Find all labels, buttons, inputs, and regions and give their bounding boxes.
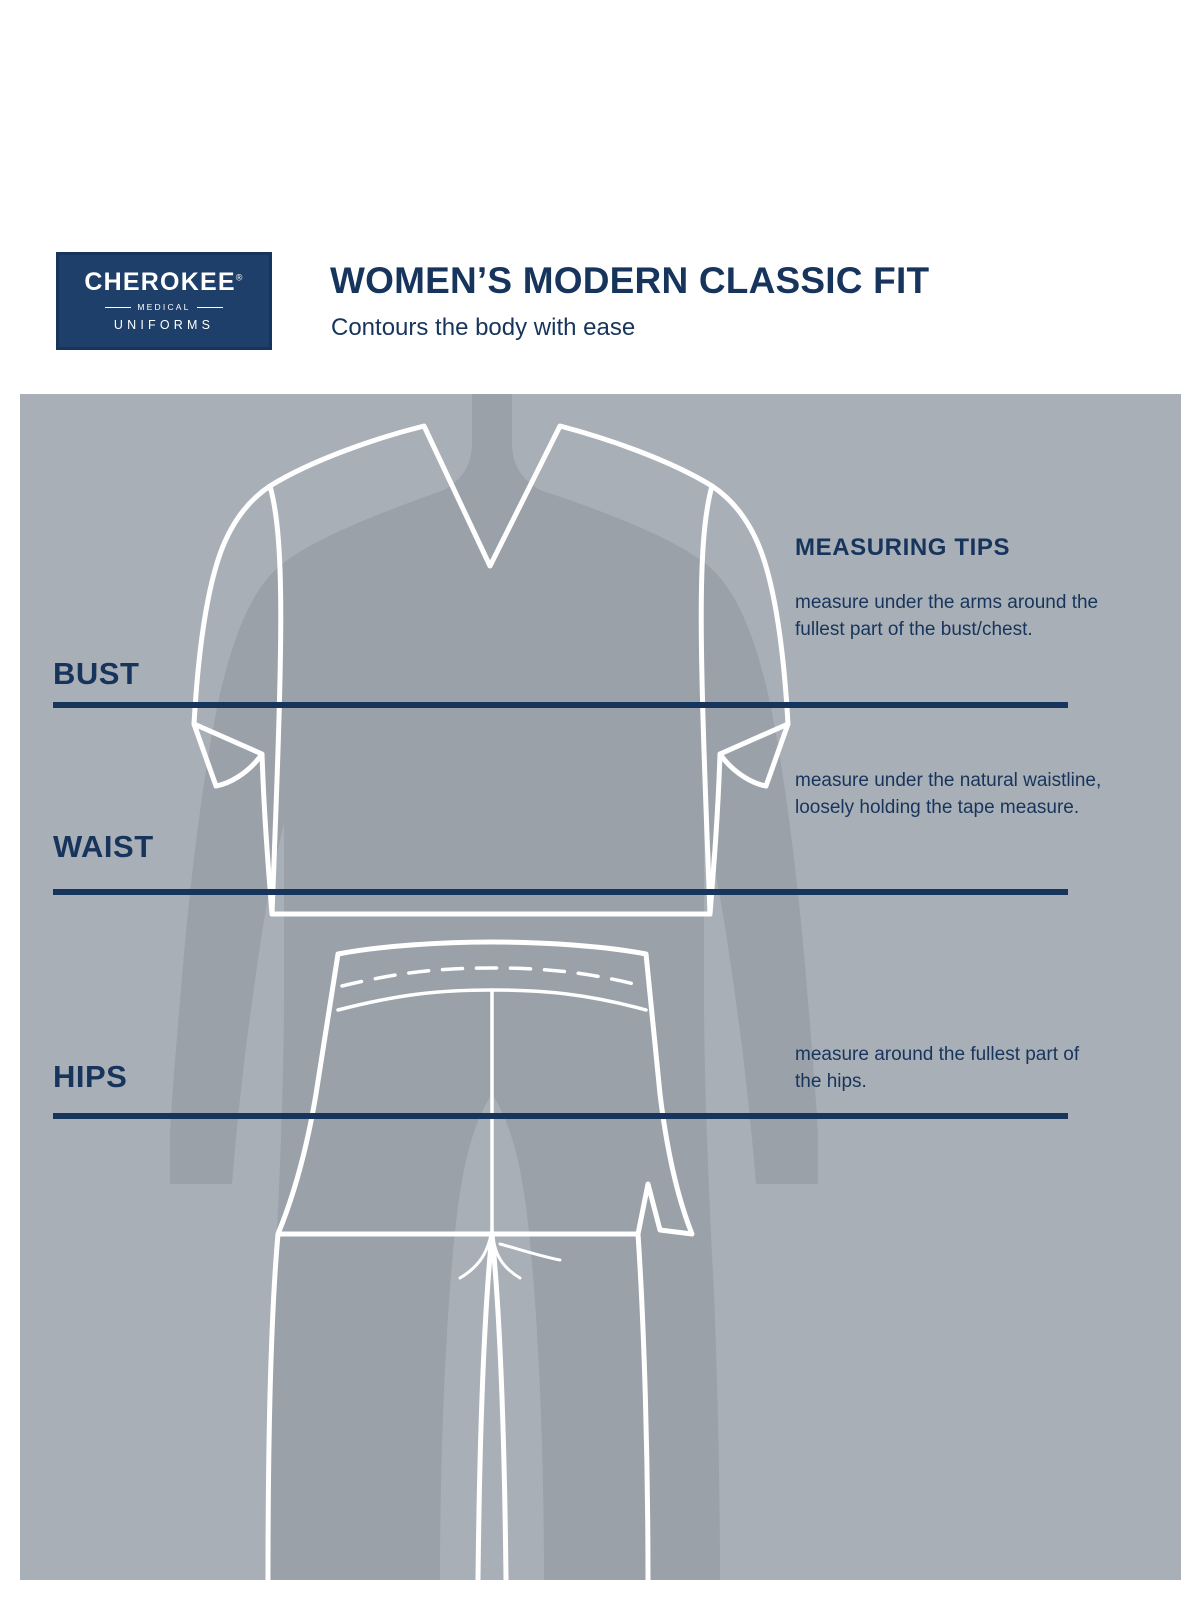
- waist-label: WAIST: [53, 829, 154, 864]
- fit-diagram-panel: [20, 394, 1181, 1580]
- registered-mark-icon: ®: [235, 272, 244, 283]
- logo-medical-line: [105, 302, 222, 312]
- bust-tip-text: measure under the arms around the fullest part of the bust/chest.: [795, 592, 1099, 640]
- hips-tip-text: measure around the fullest part of the hips.: [795, 1044, 1080, 1092]
- page-subtitle: Contours the body with ease: [331, 314, 636, 341]
- body-silhouette: [170, 394, 818, 1580]
- body-figure-illustration: [20, 394, 1181, 1580]
- hips-label: HIPS: [53, 1059, 128, 1094]
- logo-brand-text: CHEROKEE: [84, 268, 236, 296]
- bust-label: BUST: [53, 656, 140, 691]
- logo-brand-name: [84, 270, 243, 295]
- logo-rule-right-icon: [197, 307, 223, 308]
- logo-medical-text: MEDICAL: [137, 302, 191, 312]
- page-title: WOMEN’S MODERN CLASSIC FIT: [330, 260, 930, 301]
- cherokee-logo: [56, 252, 272, 350]
- logo-inner: [58, 269, 270, 333]
- waist-tip-text: measure under the natural waistline, loosely holding the tape measure.: [795, 770, 1102, 818]
- logo-uniforms-text: UNIFORMS: [113, 318, 215, 332]
- measuring-tips-title: MEASURING TIPS: [795, 534, 1011, 561]
- header: [0, 232, 1200, 392]
- logo-rule-left-icon: [105, 307, 131, 308]
